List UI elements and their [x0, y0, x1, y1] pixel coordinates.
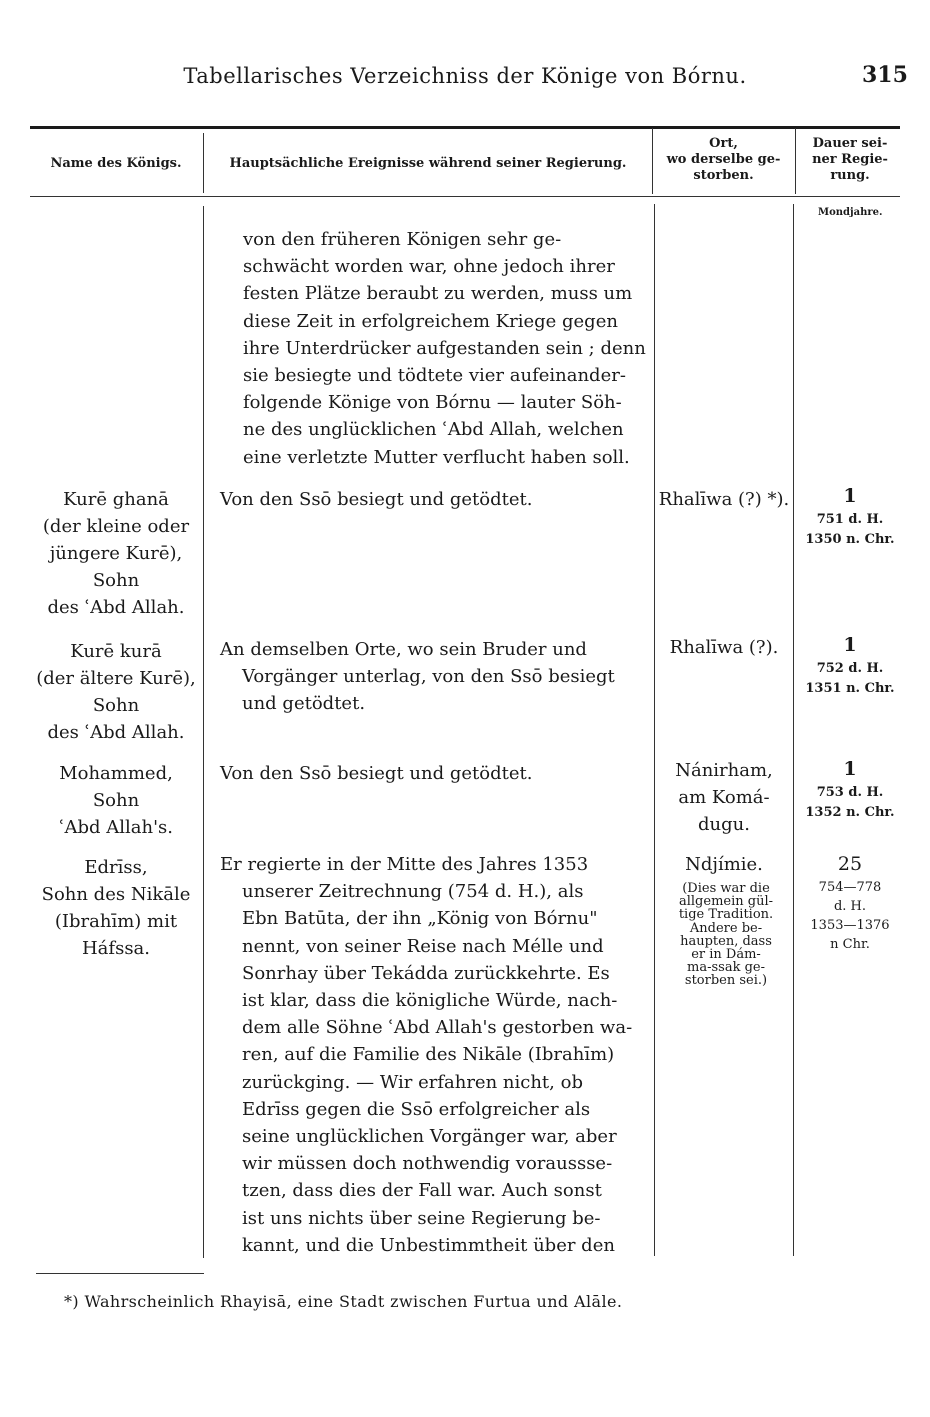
events-text: Von den Ssō besiegt und getödtet.	[220, 489, 533, 510]
header-rule	[30, 196, 900, 197]
place-note: (Dies war die allgemein gül- tige Tradition. Andere be- haupten, dass er in Dám- ma-ssak ge- storben sei.)	[678, 881, 774, 989]
reign-duration: 1 752 d. H. 1351 n. Chr.	[805, 634, 895, 696]
events-text: Von den Ssō besiegt und getödtet.	[220, 763, 533, 784]
events-text: Er regierte in der Mitte des Jahres 1353 unserer Zeitrechnung (754 d. H.), als Ebn Batūta, der ihn „König von Bórnu" nennt, von seiner Reise nach Mélle und Sonrhay über Tekádda zurückkehrte. Es ist klar, dass die königliche Würde, nach- dem alle Söhne ʿAbd Allah's gestorben wa- ren, auf die Familie des Nikāle (Ibrahīm) zurückging. — Wir erfahren nicht, ob Edrīss gegen die Ssō erfolgreicher als seine unglücklichen Vorgänger war, aber wir müssen doch nothwendig voraussse- tzen, dass dies der Fall war. Auch sonst ist uns nichts über seine Regierung be- kannt, und die Unbestimmtheit über den	[220, 854, 633, 1256]
header-duration: Dauer sei- ner Regie- rung.	[812, 136, 888, 183]
column-divider	[793, 204, 794, 1256]
column-divider	[654, 204, 655, 1256]
header-name: Name des Königs.	[50, 156, 182, 171]
footnote: *) Wahrscheinlich Rhayisā, eine Stadt zwischen Furtua und Alāle.	[64, 1292, 623, 1311]
reign-duration: 1 753 d. H. 1352 n. Chr.	[805, 758, 895, 820]
king-name: Kurē kurā (der ältere Kurē), Sohn des ʿAbd Allah.	[36, 641, 196, 743]
table-top-rule	[30, 126, 900, 129]
header-place: Ort, wo derselbe ge- storben.	[666, 136, 781, 183]
king-name: Kurē ghanā (der kleine oder jüngere Kurē), Sohn des ʿAbd Allah.	[42, 489, 190, 618]
running-title: Tabellarisches Verzeichniss der Könige von Bórnu.	[183, 64, 747, 88]
place-of-death: Nánirham, am Komá- dugu.	[675, 760, 773, 835]
place-of-death: Ndjímie.	[685, 854, 763, 875]
reign-duration: 1 751 d. H. 1350 n. Chr.	[805, 485, 895, 547]
column-divider	[203, 206, 204, 1258]
events-text: An demselben Orte, wo sein Bruder und Vorgänger unterlag, von den Ssō besiegt und getödtet.	[220, 639, 615, 715]
events-text: von den früheren Königen sehr ge- schwächt worden war, ohne jedoch ihrer festen Plätze beraubt zu werden, muss um diese Zeit in erfolgreichem Kriege gegen ihre Unterdrücker aufgestanden sein ; denn sie besiegte und tödtete vier aufeinander- folgende Könige von Bórnu — lauter Söh- ne des unglücklichen ʿAbd Allah, welchen eine verletzte Mutter verflucht haben soll.	[243, 229, 646, 468]
king-name: Mohammed, Sohn ʿAbd Allah's.	[58, 763, 174, 838]
page-number: 315	[862, 62, 908, 88]
duration-unit: Mondjahre.	[818, 207, 883, 218]
place-of-death: Rhalīwa (?).	[669, 637, 779, 658]
header-events: Hauptsächliche Ereignisse während seiner Regierung.	[229, 156, 627, 171]
footnote-rule	[36, 1273, 204, 1274]
reign-duration: 25 754—778 d. H. 1353—1376 n Chr.	[810, 853, 890, 952]
place-of-death: Rhalīwa (?) *).	[658, 489, 790, 510]
king-name: Edrīss, Sohn des Nikāle (Ibrahīm) mit Háfssa.	[41, 857, 191, 959]
